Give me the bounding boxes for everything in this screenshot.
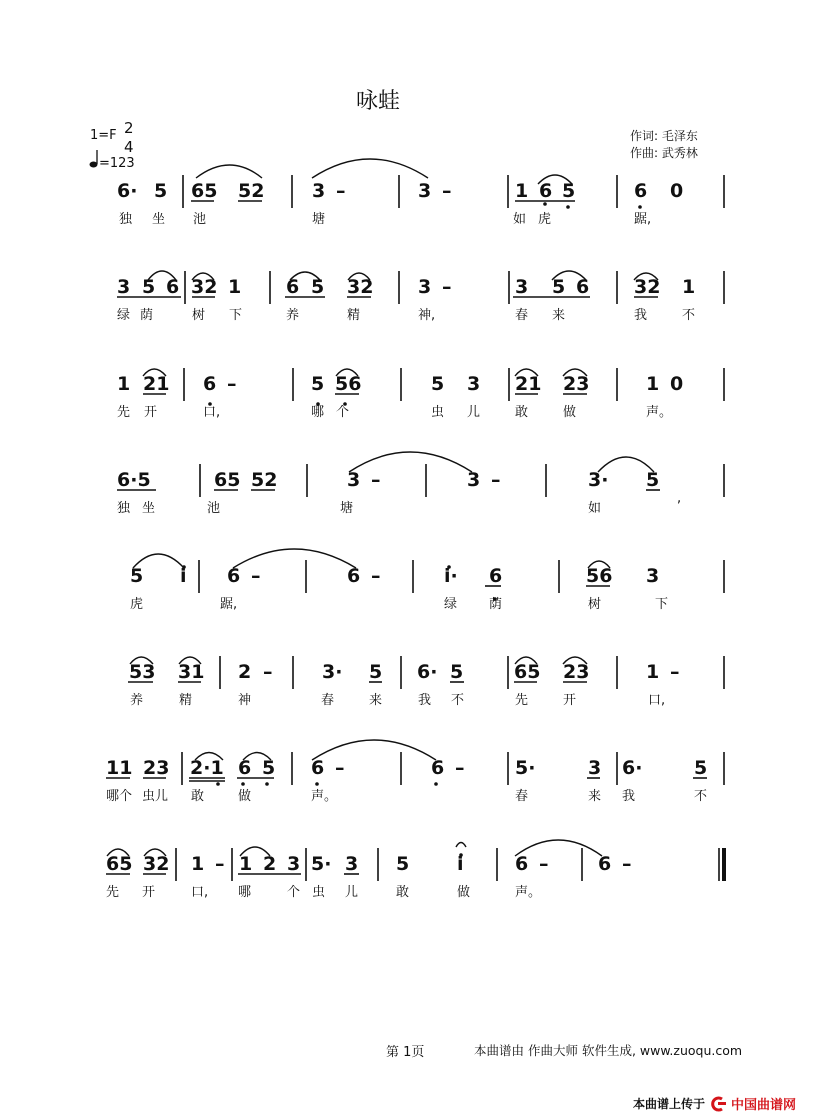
note: 1 — [515, 180, 529, 202]
note: – — [215, 853, 225, 875]
lyric: 开 — [142, 885, 156, 900]
tempo-marking: =123 — [99, 156, 135, 171]
note: 3 — [312, 180, 326, 202]
lyric: 精 — [179, 693, 193, 708]
note: 1 — [191, 853, 205, 875]
lyric: 树 — [192, 308, 206, 323]
note: 23 — [143, 757, 170, 779]
lyric: 荫 — [489, 597, 503, 612]
time-signature-numerator: 2 — [124, 119, 134, 137]
note: – — [491, 469, 501, 491]
note: 3· — [588, 469, 609, 491]
note: 5 — [311, 373, 325, 395]
lyric: 儿 — [345, 885, 359, 900]
note: 5 — [130, 565, 144, 587]
lyric: 口, — [203, 405, 221, 420]
site-logo-icon — [708, 1096, 728, 1112]
lyric: 个 — [336, 405, 350, 420]
lyric: 虫 — [312, 885, 326, 900]
note: – — [442, 276, 452, 298]
generator-note: 本曲谱由 作曲大师 软件生成, www.zuoqu.com — [474, 1043, 743, 1058]
lyric: 精 — [347, 308, 361, 323]
note: 6 — [539, 180, 553, 202]
note: 65 — [514, 661, 541, 683]
note: – — [336, 180, 346, 202]
lyric: 下 — [229, 308, 243, 323]
note: 6· — [417, 661, 438, 683]
lyric: 不 — [451, 693, 465, 708]
note: 6· — [117, 180, 138, 202]
note: 5 — [694, 757, 708, 779]
note: 1 — [228, 276, 242, 298]
note: 56 — [586, 565, 613, 587]
note: 6 — [576, 276, 590, 298]
lyric: 春 — [515, 789, 529, 804]
note: i — [457, 853, 464, 875]
lyric: 口, — [191, 885, 209, 900]
lyric: 塘 — [312, 212, 326, 227]
note: 6 — [598, 853, 612, 875]
lyric: 口, — [648, 693, 666, 708]
note: 21 — [143, 373, 170, 395]
note: – — [670, 661, 680, 683]
lyric: 我 — [634, 308, 648, 323]
lyric: 树 — [588, 597, 602, 612]
note: 5· — [515, 757, 536, 779]
note: 5 — [450, 661, 464, 683]
note: 5 — [142, 276, 156, 298]
lyric: 虫儿 — [142, 789, 169, 804]
lyric: 声。 — [515, 885, 542, 900]
note: 32 — [347, 276, 374, 298]
note: i — [180, 565, 187, 587]
note: 6·5 — [117, 469, 151, 491]
note: – — [227, 373, 237, 395]
lyric: 虎 — [538, 212, 552, 227]
lyric: 塘 — [340, 501, 354, 516]
lyric: 池 — [193, 212, 207, 227]
note: i· — [444, 565, 458, 587]
note: 56 — [335, 373, 362, 395]
note: 6 — [166, 276, 180, 298]
lyric: 独 — [117, 501, 131, 516]
note: – — [263, 661, 273, 683]
lyric: 开 — [563, 693, 577, 708]
lyric: 先 — [515, 693, 529, 708]
note: 5 — [431, 373, 445, 395]
note: – — [335, 757, 345, 779]
page-number: 第 1页 — [386, 1045, 425, 1060]
note: 2·1 — [190, 757, 224, 779]
lyric: 哪 — [238, 885, 252, 900]
note: 52 — [251, 469, 278, 491]
note: 5 — [646, 469, 660, 491]
note: 3 — [418, 276, 432, 298]
note: 65 — [106, 853, 133, 875]
note: 32 — [143, 853, 170, 875]
lyric: 坐 — [142, 501, 156, 516]
lyricist-credit: 作词: 毛泽东 — [630, 129, 698, 143]
lyric: 春 — [515, 308, 529, 323]
note: 6 — [634, 180, 648, 202]
note: 5 — [154, 180, 168, 202]
lyric: 来 — [588, 789, 602, 804]
note: 6 — [203, 373, 217, 395]
lyric: 做 — [238, 789, 252, 804]
note: 6· — [622, 757, 643, 779]
lyric: , — [677, 491, 682, 506]
lyric: 开 — [144, 405, 158, 420]
note: 1 — [117, 373, 131, 395]
note: 2 — [263, 853, 277, 875]
note: 6 — [431, 757, 445, 779]
lyric: 哪 — [311, 405, 325, 420]
note: 3 — [588, 757, 602, 779]
lyric: 声。 — [646, 405, 673, 420]
note: 5 — [562, 180, 576, 202]
lyric: 不 — [682, 308, 696, 323]
note: 3 — [347, 469, 361, 491]
note: 1 — [682, 276, 696, 298]
note: 5 — [311, 276, 325, 298]
lyric: 虫 — [431, 405, 445, 420]
note: 21 — [515, 373, 542, 395]
key-signature: 1=F — [90, 128, 117, 143]
note: 1 — [646, 661, 660, 683]
upload-note: 本曲谱上传于 — [633, 1097, 706, 1111]
lyric: 敢 — [515, 405, 529, 420]
note: 0 — [670, 180, 684, 202]
note: 3 — [646, 565, 660, 587]
note: 32 — [191, 276, 218, 298]
note: 3 — [117, 276, 131, 298]
lyric: 坐 — [152, 212, 166, 227]
note: 1 — [646, 373, 660, 395]
note: – — [371, 565, 381, 587]
note: 5 — [262, 757, 276, 779]
note: 6 — [238, 757, 252, 779]
note: – — [371, 469, 381, 491]
note: 3 — [467, 373, 481, 395]
lyric: 做 — [457, 885, 471, 900]
lyric: 先 — [117, 405, 131, 420]
lyric: 下 — [655, 597, 669, 612]
lyric: 神 — [238, 693, 252, 708]
site-name: 中国曲谱网 — [731, 1097, 797, 1112]
score-title: 咏蛙 — [356, 89, 401, 114]
note: 5 — [369, 661, 383, 683]
lyric: 虎 — [130, 597, 144, 612]
note: – — [455, 757, 465, 779]
note: 5· — [311, 853, 332, 875]
note: 3 — [287, 853, 301, 875]
composer-credit: 作曲: 武秀林 — [630, 146, 698, 160]
note: 52 — [238, 180, 265, 202]
note: 23 — [563, 661, 590, 683]
note: – — [539, 853, 549, 875]
lyric: 我 — [622, 789, 636, 804]
lyric: 来 — [369, 693, 383, 708]
note: 31 — [178, 661, 205, 683]
note: 6 — [515, 853, 529, 875]
lyric: 绿 — [117, 308, 131, 323]
lyric: 敢 — [191, 789, 205, 804]
note: – — [251, 565, 261, 587]
note: 3 — [418, 180, 432, 202]
lyric: 荫 — [140, 308, 154, 323]
lyric: 个 — [287, 885, 301, 900]
note: 6 — [311, 757, 325, 779]
lyric: 做 — [563, 405, 577, 420]
note: 53 — [129, 661, 156, 683]
lyric: 踞, — [634, 212, 652, 227]
time-signature-denominator: 4 — [124, 138, 134, 156]
note: 6 — [347, 565, 361, 587]
lyric: 哪个 — [106, 789, 133, 804]
lyric: 踞, — [220, 597, 238, 612]
note: 6 — [489, 565, 503, 587]
lyric: 我 — [418, 693, 432, 708]
note: 3 — [467, 469, 481, 491]
note: 6 — [286, 276, 300, 298]
note: 11 — [106, 757, 133, 779]
lyric: 儿 — [467, 405, 481, 420]
note: 3 — [515, 276, 529, 298]
note: – — [622, 853, 632, 875]
lyric: 独 — [119, 212, 133, 227]
lyric: 神, — [418, 308, 436, 323]
note: 5 — [552, 276, 566, 298]
lyric: 如 — [588, 501, 602, 516]
lyric: 春 — [321, 693, 335, 708]
note: 5 — [396, 853, 410, 875]
note: 0 — [670, 373, 684, 395]
lyric: 养 — [286, 308, 300, 323]
note: 23 — [563, 373, 590, 395]
lyric: 声。 — [311, 789, 338, 804]
note: 65 — [191, 180, 218, 202]
note: 3· — [322, 661, 343, 683]
lyric: 先 — [106, 885, 120, 900]
note: – — [442, 180, 452, 202]
lyric: 绿 — [444, 597, 458, 612]
note: 2 — [238, 661, 252, 683]
lyric: 敢 — [396, 885, 410, 900]
note: 6 — [227, 565, 241, 587]
lyric: 池 — [207, 501, 221, 516]
lyric: 不 — [694, 789, 708, 804]
lyric: 来 — [552, 308, 566, 323]
lyric: 如 — [513, 212, 527, 227]
note: 32 — [634, 276, 661, 298]
site-watermark — [633, 1094, 796, 1113]
note: 1 — [239, 853, 253, 875]
lyric: 养 — [130, 693, 144, 708]
note: 65 — [214, 469, 241, 491]
note: 3 — [345, 853, 359, 875]
